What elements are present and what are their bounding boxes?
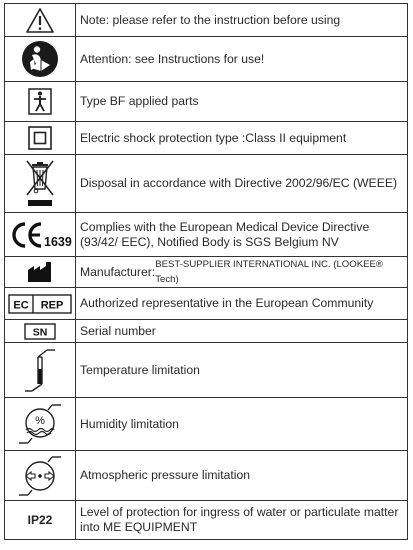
row-description: Humidity limitation xyxy=(80,416,179,431)
row-description: Atmospheric pressure limitation xyxy=(80,468,251,482)
table-row xyxy=(5,343,407,398)
type-bf-applied-part-icon xyxy=(5,82,76,121)
row-description: Level of protection for ingress of water or particulate matter into ME EQUIPMENT xyxy=(80,505,399,534)
table-row xyxy=(5,4,407,37)
consult-instructions-icon xyxy=(5,37,76,81)
class-ii-equipment-icon xyxy=(5,122,76,154)
table-row xyxy=(5,37,407,82)
sn-label: SN xyxy=(32,326,48,338)
serial-number-icon xyxy=(5,320,76,342)
table-row xyxy=(5,398,407,451)
row-description: Note: please refer to the instruction before using xyxy=(80,12,341,27)
row-description: Complies with the European Medical Device Directive (93/42/ EEC), Notified Body is SGS Belgium NV xyxy=(80,219,370,249)
table-row xyxy=(5,320,407,343)
table-row xyxy=(5,451,407,501)
pressure-limit-icon xyxy=(5,451,76,500)
table-row xyxy=(5,213,407,257)
percent-symbol: % xyxy=(35,415,45,427)
table-row xyxy=(5,82,407,122)
temperature-limit-icon xyxy=(5,343,76,397)
table-row xyxy=(5,288,407,320)
crossed-out-bin-icon xyxy=(5,155,76,212)
table-row xyxy=(5,257,407,288)
ce-mark-icon xyxy=(5,213,76,256)
ip-rating-label: IP22 xyxy=(27,513,53,527)
table-row xyxy=(5,501,407,539)
ec-label: EC xyxy=(13,299,29,311)
rep-label: REP xyxy=(40,299,64,311)
table-row xyxy=(5,155,407,213)
table-row xyxy=(5,122,407,155)
manufacturer-factory-icon xyxy=(5,257,76,287)
row-description: Authorized representative in the European Community xyxy=(80,296,374,310)
row-description: Type BF applied parts xyxy=(80,94,199,108)
row-description: Electric shock protection type :Class II equipment xyxy=(80,130,347,145)
manufacturer-label: Manufacturer: xyxy=(80,264,156,279)
row-description: Serial number xyxy=(80,323,156,338)
row-description: Disposal in accordance with Directive 2002/96/EC (WEEE) xyxy=(80,176,398,190)
symbols-table xyxy=(4,3,408,540)
ip-rating-icon xyxy=(5,501,76,539)
row-description xyxy=(76,257,407,287)
warning-triangle-icon xyxy=(5,4,76,36)
notified-body-number: 1639 xyxy=(44,234,72,249)
ec-rep-icon xyxy=(5,288,76,319)
row-description: Temperature limitation xyxy=(80,362,200,377)
humidity-limit-icon xyxy=(5,398,76,450)
manufacturer-name: BEST-SUPPLIER INTERNATIONAL INC. (LOOKEE® Tech) xyxy=(155,259,383,285)
row-description: Attention: see Instructions for use! xyxy=(80,51,265,66)
